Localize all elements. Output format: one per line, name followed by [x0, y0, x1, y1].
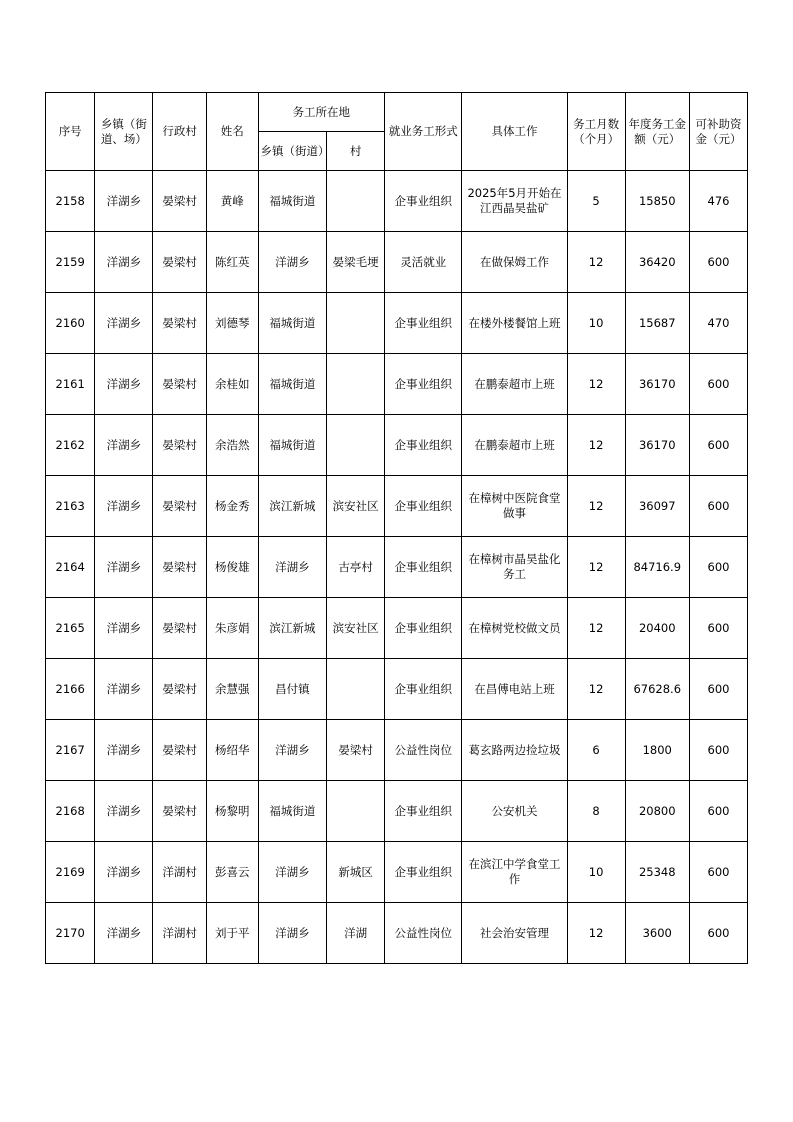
cell-employment-form: 企事业组织	[385, 354, 462, 415]
cell-location-town: 洋湖乡	[258, 232, 327, 293]
cell-months: 6	[567, 720, 625, 781]
cell-seq: 2166	[46, 659, 95, 720]
cell-specific-job: 在鹏泰超市上班	[462, 415, 567, 476]
cell-name: 朱彦娟	[206, 598, 258, 659]
cell-months: 8	[567, 781, 625, 842]
cell-location-town: 滨江新城	[258, 476, 327, 537]
cell-specific-job: 2025年5月开始在江西晶昊盐矿	[462, 171, 567, 232]
cell-employment-form: 企事业组织	[385, 781, 462, 842]
cell-location-village	[327, 354, 385, 415]
cell-specific-job: 葛玄路两边捡垃圾	[462, 720, 567, 781]
cell-specific-job: 在樟树市晶昊盐化务工	[462, 537, 567, 598]
cell-months: 5	[567, 171, 625, 232]
cell-annual-amount: 36097	[625, 476, 689, 537]
table-row	[46, 781, 748, 842]
cell-name: 黄峰	[206, 171, 258, 232]
cell-name: 陈红英	[206, 232, 258, 293]
cell-village: 晏梁村	[153, 354, 207, 415]
cell-village: 洋湖村	[153, 903, 207, 964]
cell-township: 洋湖乡	[95, 171, 153, 232]
cell-subsidy: 600	[689, 781, 747, 842]
cell-subsidy: 600	[689, 415, 747, 476]
cell-annual-amount: 67628.6	[625, 659, 689, 720]
header-work-location-group: 务工所在地	[258, 93, 385, 132]
cell-seq: 2167	[46, 720, 95, 781]
cell-employment-form: 企事业组织	[385, 659, 462, 720]
cell-months: 12	[567, 659, 625, 720]
table-row	[46, 293, 748, 354]
cell-township: 洋湖乡	[95, 598, 153, 659]
cell-location-village: 晏梁村	[327, 720, 385, 781]
cell-months: 12	[567, 537, 625, 598]
cell-village: 晏梁村	[153, 293, 207, 354]
cell-township: 洋湖乡	[95, 232, 153, 293]
header-employment-form: 就业务工形式	[385, 93, 462, 171]
cell-village: 晏梁村	[153, 476, 207, 537]
cell-employment-form: 企事业组织	[385, 476, 462, 537]
cell-months: 10	[567, 293, 625, 354]
cell-township: 洋湖乡	[95, 476, 153, 537]
cell-village: 晏梁村	[153, 781, 207, 842]
cell-months: 12	[567, 903, 625, 964]
cell-specific-job: 在樟树党校做文员	[462, 598, 567, 659]
table-row	[46, 720, 748, 781]
table-row	[46, 415, 748, 476]
cell-village: 晏梁村	[153, 659, 207, 720]
cell-location-village: 滨安社区	[327, 598, 385, 659]
cell-subsidy: 470	[689, 293, 747, 354]
cell-seq: 2168	[46, 781, 95, 842]
cell-township: 洋湖乡	[95, 781, 153, 842]
cell-location-village: 晏梁毛埂	[327, 232, 385, 293]
header-village: 行政村	[153, 93, 207, 171]
cell-name: 杨金秀	[206, 476, 258, 537]
cell-name: 刘于平	[206, 903, 258, 964]
cell-months: 12	[567, 415, 625, 476]
cell-seq: 2160	[46, 293, 95, 354]
cell-specific-job: 公安机关	[462, 781, 567, 842]
cell-location-town: 滨江新城	[258, 598, 327, 659]
cell-employment-form: 企事业组织	[385, 171, 462, 232]
header-seq: 序号	[46, 93, 95, 171]
cell-location-village: 新城区	[327, 842, 385, 903]
cell-seq: 2170	[46, 903, 95, 964]
table-row	[46, 659, 748, 720]
header-work-location-village: 村	[327, 132, 385, 171]
cell-seq: 2159	[46, 232, 95, 293]
cell-months: 12	[567, 232, 625, 293]
cell-village: 晏梁村	[153, 171, 207, 232]
cell-name: 杨黎明	[206, 781, 258, 842]
cell-annual-amount: 15850	[625, 171, 689, 232]
cell-location-town: 洋湖乡	[258, 537, 327, 598]
cell-location-town: 昌付镇	[258, 659, 327, 720]
cell-name: 彭喜云	[206, 842, 258, 903]
cell-location-town: 福城街道	[258, 354, 327, 415]
cell-location-village: 古亭村	[327, 537, 385, 598]
cell-township: 洋湖乡	[95, 720, 153, 781]
cell-location-town: 福城街道	[258, 293, 327, 354]
cell-location-village: 洋湖	[327, 903, 385, 964]
cell-seq: 2165	[46, 598, 95, 659]
cell-name: 余桂如	[206, 354, 258, 415]
cell-annual-amount: 36420	[625, 232, 689, 293]
cell-township: 洋湖乡	[95, 659, 153, 720]
cell-name: 杨绍华	[206, 720, 258, 781]
cell-annual-amount: 36170	[625, 354, 689, 415]
cell-annual-amount: 84716.9	[625, 537, 689, 598]
cell-annual-amount: 1800	[625, 720, 689, 781]
cell-name: 杨俊雄	[206, 537, 258, 598]
header-annual-amount: 年度务工金额（元）	[625, 93, 689, 171]
cell-village: 晏梁村	[153, 232, 207, 293]
cell-seq: 2163	[46, 476, 95, 537]
cell-subsidy: 476	[689, 171, 747, 232]
header-months: 务工月数（个月）	[567, 93, 625, 171]
cell-subsidy: 600	[689, 476, 747, 537]
cell-name: 余慧强	[206, 659, 258, 720]
cell-seq: 2161	[46, 354, 95, 415]
cell-village: 晏梁村	[153, 415, 207, 476]
cell-subsidy: 600	[689, 720, 747, 781]
cell-annual-amount: 25348	[625, 842, 689, 903]
cell-township: 洋湖乡	[95, 354, 153, 415]
cell-location-town: 福城街道	[258, 781, 327, 842]
cell-specific-job: 社会治安管理	[462, 903, 567, 964]
cell-months: 12	[567, 476, 625, 537]
table-row	[46, 537, 748, 598]
cell-employment-form: 公益性岗位	[385, 903, 462, 964]
cell-location-village	[327, 171, 385, 232]
cell-annual-amount: 15687	[625, 293, 689, 354]
cell-subsidy: 600	[689, 537, 747, 598]
table-row	[46, 842, 748, 903]
cell-annual-amount: 36170	[625, 415, 689, 476]
table-row	[46, 354, 748, 415]
cell-location-town: 洋湖乡	[258, 903, 327, 964]
cell-months: 10	[567, 842, 625, 903]
cell-employment-form: 企事业组织	[385, 415, 462, 476]
cell-employment-form: 灵活就业	[385, 232, 462, 293]
table-row	[46, 232, 748, 293]
cell-subsidy: 600	[689, 903, 747, 964]
cell-subsidy: 600	[689, 598, 747, 659]
cell-township: 洋湖乡	[95, 537, 153, 598]
cell-village: 晏梁村	[153, 537, 207, 598]
cell-annual-amount: 3600	[625, 903, 689, 964]
cell-subsidy: 600	[689, 232, 747, 293]
cell-employment-form: 企事业组织	[385, 842, 462, 903]
cell-location-town: 洋湖乡	[258, 842, 327, 903]
cell-village: 晏梁村	[153, 598, 207, 659]
cell-months: 12	[567, 354, 625, 415]
cell-location-village	[327, 781, 385, 842]
cell-annual-amount: 20800	[625, 781, 689, 842]
cell-specific-job: 在昌傅电站上班	[462, 659, 567, 720]
table-row	[46, 476, 748, 537]
header-specific-job: 具体工作	[462, 93, 567, 171]
cell-location-village	[327, 415, 385, 476]
cell-location-town: 洋湖乡	[258, 720, 327, 781]
table-header	[46, 93, 748, 171]
cell-location-village	[327, 293, 385, 354]
cell-name: 刘德琴	[206, 293, 258, 354]
table-body	[46, 171, 748, 964]
header-subsidy: 可补助资金（元）	[689, 93, 747, 171]
cell-specific-job: 在楼外楼餐馆上班	[462, 293, 567, 354]
cell-seq: 2169	[46, 842, 95, 903]
header-work-location-town: 乡镇（街道）	[258, 132, 327, 171]
cell-months: 12	[567, 598, 625, 659]
cell-township: 洋湖乡	[95, 415, 153, 476]
cell-employment-form: 企事业组织	[385, 537, 462, 598]
cell-specific-job: 在做保姆工作	[462, 232, 567, 293]
cell-subsidy: 600	[689, 659, 747, 720]
cell-subsidy: 600	[689, 842, 747, 903]
cell-location-village	[327, 659, 385, 720]
cell-township: 洋湖乡	[95, 842, 153, 903]
cell-village: 洋湖村	[153, 842, 207, 903]
cell-name: 余浩然	[206, 415, 258, 476]
cell-seq: 2158	[46, 171, 95, 232]
table-row	[46, 903, 748, 964]
cell-township: 洋湖乡	[95, 293, 153, 354]
cell-employment-form: 企事业组织	[385, 598, 462, 659]
cell-specific-job: 在樟树中医院食堂做事	[462, 476, 567, 537]
cell-village: 晏梁村	[153, 720, 207, 781]
cell-township: 洋湖乡	[95, 903, 153, 964]
cell-location-town: 福城街道	[258, 415, 327, 476]
cell-seq: 2164	[46, 537, 95, 598]
cell-specific-job: 在鹏泰超市上班	[462, 354, 567, 415]
cell-employment-form: 公益性岗位	[385, 720, 462, 781]
cell-specific-job: 在滨江中学食堂工作	[462, 842, 567, 903]
cell-location-village: 滨安社区	[327, 476, 385, 537]
cell-location-town: 福城街道	[258, 171, 327, 232]
work-subsidy-table	[45, 92, 748, 964]
cell-subsidy: 600	[689, 354, 747, 415]
cell-seq: 2162	[46, 415, 95, 476]
cell-employment-form: 企事业组织	[385, 293, 462, 354]
table-row	[46, 598, 748, 659]
table-row	[46, 171, 748, 232]
header-township: 乡镇（街道、场）	[95, 93, 153, 171]
cell-annual-amount: 20400	[625, 598, 689, 659]
header-name: 姓名	[206, 93, 258, 171]
